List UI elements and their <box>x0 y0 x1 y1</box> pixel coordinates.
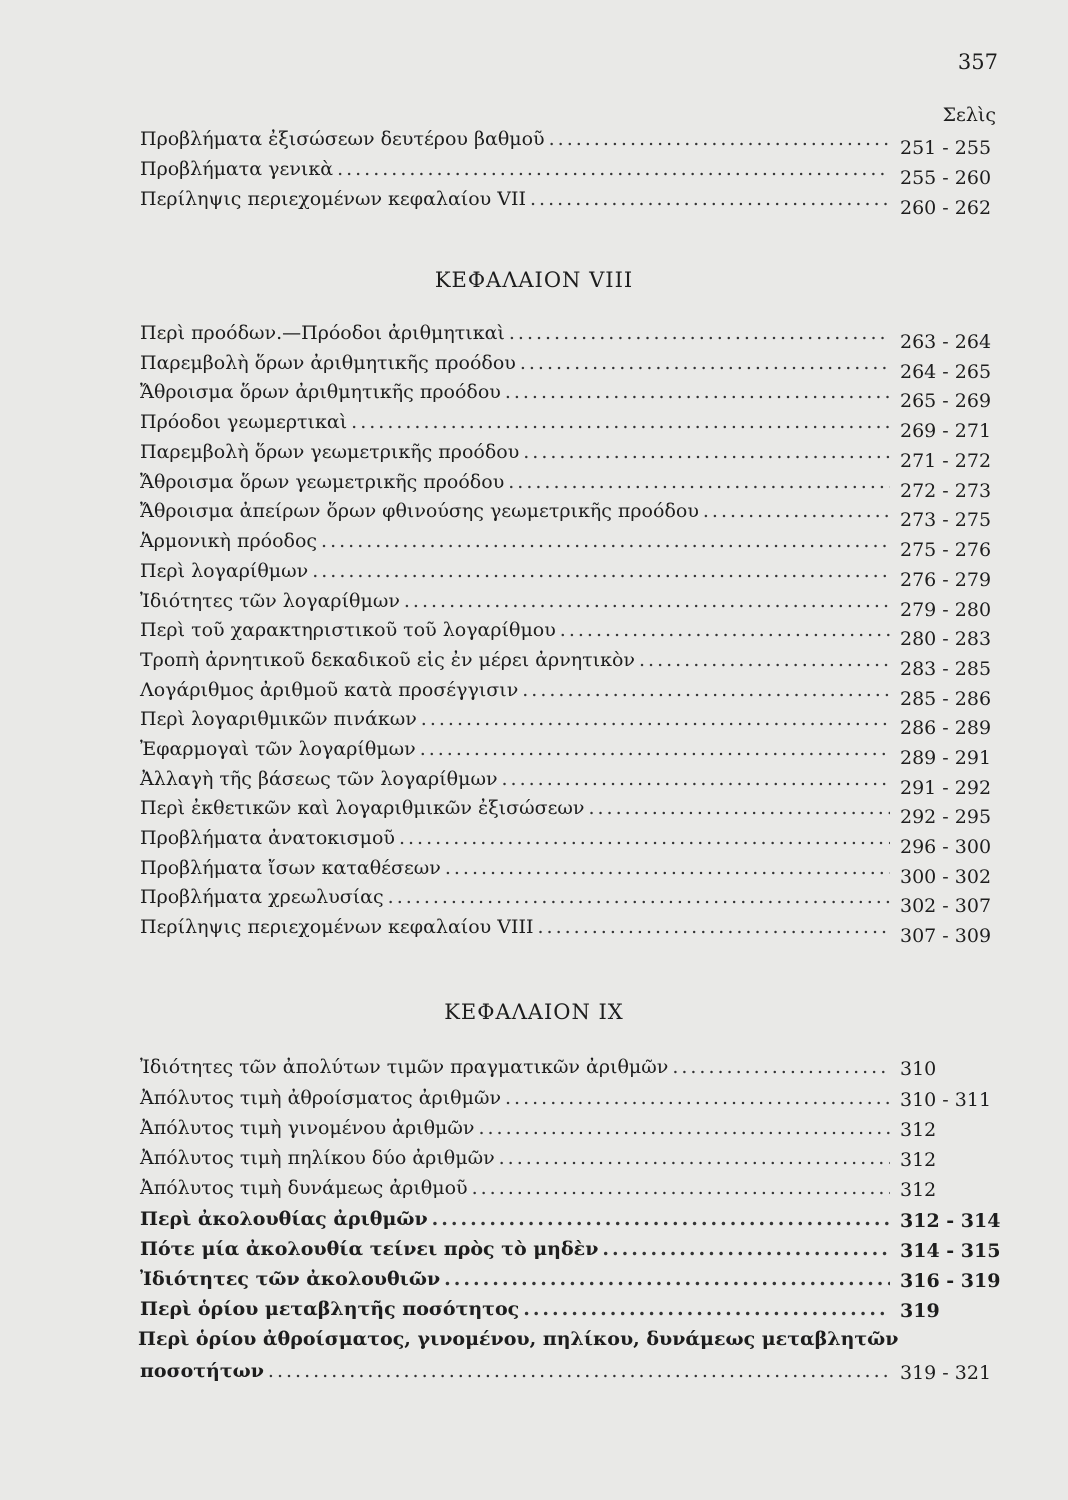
dot-leader <box>421 706 890 732</box>
toc-entry-pages: 314 - 315 <box>900 1240 1001 1262</box>
dot-leader <box>312 558 890 584</box>
toc-entry-title: Παρεμβολὴ ὅρων γεωμετρικῆς προόδου <box>140 441 520 463</box>
dot-leader <box>639 647 890 673</box>
toc-entry-pages: 279 - 280 <box>900 599 992 621</box>
toc-entry <box>140 498 1000 531</box>
toc-entry <box>140 855 1000 888</box>
dot-leader <box>530 186 890 212</box>
toc-entry-pages: 263 - 264 <box>900 331 992 353</box>
toc-entry-pages: 271 - 272 <box>900 450 992 472</box>
toc-entry-pages: 289 - 291 <box>900 747 992 769</box>
toc-entry-title: Ἀπόλυτος τιμὴ γινομένου ἀριθμῶν <box>140 1117 475 1139</box>
dot-leader <box>399 825 890 851</box>
toc-entry-title: Περὶ λογαρίθμων <box>140 560 309 582</box>
toc-entry-pages: 319 <box>900 1300 940 1322</box>
dot-leader <box>523 1296 890 1322</box>
toc-entry <box>140 379 1000 412</box>
dot-leader <box>520 350 890 376</box>
dot-leader <box>549 126 890 152</box>
toc-entry-title: Πρόοδοι γεωμερτικαὶ <box>140 411 348 433</box>
dot-leader <box>523 439 890 465</box>
toc-entry <box>140 528 1000 561</box>
page-number: 357 <box>957 50 998 74</box>
toc-entry-title: Ἄθροισμα ὅρων γεωμετρικῆς προόδου <box>140 471 505 493</box>
dot-leader <box>445 855 890 881</box>
toc-entry-pages: 312 <box>900 1149 937 1171</box>
dot-leader <box>388 884 890 910</box>
toc-entry-title: ποσοτήτων <box>140 1360 264 1382</box>
dot-leader <box>432 1206 890 1232</box>
toc-entry <box>140 647 1000 680</box>
dot-leader <box>672 1054 890 1080</box>
toc-entry-title: Ἐφαρμογαὶ τῶν λογαρίθμων <box>140 738 416 760</box>
toc-entry-pages: 265 - 269 <box>900 390 992 412</box>
toc-entry-title: Περὶ ἐκθετικῶν καὶ λογαριθμικῶν ἐξισώσεων <box>140 797 585 819</box>
toc-entry <box>140 1175 1000 1205</box>
toc-entry-pages: 283 - 285 <box>900 658 992 680</box>
toc-entry <box>140 706 1000 739</box>
toc-entry <box>140 884 1000 917</box>
dot-leader <box>508 469 890 495</box>
dot-leader <box>444 1266 890 1292</box>
dot-leader <box>588 795 890 821</box>
toc-entry <box>140 186 1000 219</box>
toc-entry <box>140 588 1000 621</box>
toc-entry <box>140 1115 1000 1145</box>
dot-leader <box>321 528 890 554</box>
toc-entry-pages: 264 - 265 <box>900 361 992 383</box>
toc-entry-title: Ἀπόλυτος τιμὴ δυνάμεως ἀριθμοῦ <box>140 1177 468 1199</box>
toc-entry-pages: 307 - 309 <box>900 925 992 947</box>
dot-leader <box>538 914 891 940</box>
toc-entry-pages: 275 - 276 <box>900 539 992 561</box>
toc-entry-pages: 285 - 286 <box>900 688 992 710</box>
toc-entry <box>140 736 1000 769</box>
toc-entry <box>140 617 1000 650</box>
toc-entry-title: Πότε μία ἀκολουθία τείνει πρὸς τὸ μηδὲν <box>140 1238 599 1260</box>
toc-entry <box>140 350 1000 383</box>
chapter-heading: ΚΕΦΑΛΑΙΟΝ ΙΧ <box>444 1000 624 1024</box>
toc-entry <box>140 439 1000 472</box>
dot-leader <box>268 1358 890 1384</box>
toc-entry <box>140 795 1000 828</box>
toc-entry-title-line1: Περὶ ὁρίου ἀθροίσματος, γινομένου, πηλίκου, δυνάμεως μεταβλητῶν <box>138 1328 899 1350</box>
toc-entry-pages: 291 - 292 <box>900 777 992 799</box>
chapter-heading: ΚΕΦΑΛΑΙΟΝ VIII <box>434 268 634 292</box>
dot-leader <box>602 1236 890 1262</box>
toc-entry <box>140 914 1000 947</box>
toc-entry-title: Περὶ τοῦ χαρακτηριστικοῦ τοῦ λογαρίθμου <box>140 619 556 641</box>
toc-entry-title: Περὶ προόδων.—Πρόοδοι ἀριθμητικαὶ <box>140 322 505 344</box>
toc-entry-pages: 255 - 260 <box>900 167 992 189</box>
toc-entry <box>140 1145 1000 1175</box>
toc-entry-title: Ἰδιότητες τῶν λογαρίθμων <box>140 590 400 612</box>
toc-entry-title: Προβλήματα ἐξισώσεων δευτέρου βαθμοῦ <box>140 128 545 150</box>
dot-leader <box>522 677 890 703</box>
toc-entry-pages: 276 - 279 <box>900 569 992 591</box>
dot-leader <box>478 1115 890 1141</box>
toc-entry-pages: 269 - 271 <box>900 420 992 442</box>
toc-entry-title: Λογάριθμος ἀριθμοῦ κατὰ προσέγγισιν <box>140 679 519 701</box>
toc-entry <box>140 1266 1000 1296</box>
toc-entry <box>140 409 1000 442</box>
toc-entry <box>140 1296 1000 1326</box>
toc-entry-pages: 273 - 275 <box>900 509 992 531</box>
toc-entry-title: Περὶ λογαριθμικῶν πινάκων <box>140 708 417 730</box>
toc-entry-title: Περίληψις περιεχομένων κεφαλαίου VIII <box>140 916 534 938</box>
toc-entry <box>140 677 1000 710</box>
toc-entry-title: Ἄθροισμα ὅρων ἀριθμητικῆς προόδου <box>140 381 501 403</box>
dot-leader <box>337 156 890 182</box>
toc-entry-title: Περὶ ὁρίου μεταβλητῆς ποσότητος <box>140 1298 520 1320</box>
toc-entry-pages: 316 - 319 <box>900 1270 1001 1292</box>
dot-leader <box>505 379 890 405</box>
toc-entry <box>140 126 1000 159</box>
toc-entry-title: Παρεμβολὴ ὅρων ἀριθμητικῆς προόδου <box>140 352 516 374</box>
toc-entry-pages: 319 - 321 <box>900 1362 992 1384</box>
dot-leader <box>420 736 890 762</box>
toc-entry <box>140 320 1000 353</box>
toc-entry-pages: 310 <box>900 1058 937 1080</box>
toc-entry-title: Ἀπόλυτος τιμὴ ἀθροίσματος ἀριθμῶν <box>140 1087 501 1109</box>
toc-entry-pages: 312 <box>900 1119 937 1141</box>
dot-leader <box>502 766 890 792</box>
dot-leader <box>509 320 890 346</box>
toc-entry-pages: 296 - 300 <box>900 836 992 858</box>
pages-column-header: Σελὶς <box>942 104 996 126</box>
dot-leader <box>560 617 890 643</box>
toc-entry <box>140 1358 1000 1388</box>
toc-entry-pages: 302 - 307 <box>900 895 992 917</box>
toc-entry-title: Περὶ ἀκολουθίας ἀριθμῶν <box>140 1208 428 1230</box>
toc-entry <box>140 156 1000 189</box>
toc-entry-pages: 260 - 262 <box>900 197 992 219</box>
toc-entry-pages: 310 - 311 <box>900 1089 992 1111</box>
toc-entry-title: Ἀλλαγὴ τῆς βάσεως τῶν λογαρίθμων <box>140 768 498 790</box>
toc-entry-title: Προβλήματα ἴσων καταθέσεων <box>140 857 441 879</box>
toc-entry-pages: 292 - 295 <box>900 806 992 828</box>
toc-entry-title: Προβλήματα χρεωλυσίας <box>140 886 384 908</box>
dot-leader <box>703 498 890 524</box>
toc-entry-pages: 272 - 273 <box>900 480 992 502</box>
toc-entry <box>140 1236 1000 1266</box>
toc-entry-pages: 312 - 314 <box>900 1210 1001 1232</box>
toc-entry <box>140 469 1000 502</box>
toc-entry-pages: 251 - 255 <box>900 137 992 159</box>
dot-leader <box>499 1145 890 1171</box>
toc-entry-title: Ἄθροισμα ἀπείρων ὅρων φθινούσης γεωμετρικῆς προόδου <box>140 500 699 522</box>
dot-leader <box>351 409 890 435</box>
toc-entry-title: Προβλήματα ἀνατοκισμοῦ <box>140 827 395 849</box>
dot-leader <box>472 1175 890 1201</box>
toc-entry-title: Ἰδιότητες τῶν ἀκολουθιῶν <box>140 1268 441 1290</box>
toc-entry <box>140 825 1000 858</box>
toc-entry-pages: 312 <box>900 1179 937 1201</box>
toc-entry-pages: 286 - 289 <box>900 717 992 739</box>
dot-leader <box>505 1085 890 1111</box>
toc-entry <box>140 1206 1000 1236</box>
toc-entry-title: Ἀπόλυτος τιμὴ πηλίκου δύο ἀριθμῶν <box>140 1147 495 1169</box>
toc-entry <box>140 1054 1000 1084</box>
toc-entry-pages: 300 - 302 <box>900 866 992 888</box>
toc-entry <box>140 1085 1000 1115</box>
toc-entry-title: Προβλήματα γενικὰ <box>140 158 334 180</box>
toc-entry-pages: 280 - 283 <box>900 628 992 650</box>
toc-entry <box>140 558 1000 591</box>
toc-entry-title: Τροπὴ ἀρνητικοῦ δεκαδικοῦ εἰς ἐν μέρει ἀρνητικὸν <box>140 649 635 671</box>
dot-leader <box>404 588 890 614</box>
toc-entry-title: Περίληψις περιεχομένων κεφαλαίου VII <box>140 188 526 210</box>
toc-entry-title: Ἁρμονικὴ πρόοδος <box>140 530 318 552</box>
toc-entry <box>140 766 1000 799</box>
toc-entry-title: Ἰδιότητες τῶν ἀπολύτων τιμῶν πραγματικῶν ἀριθμῶν <box>140 1056 669 1078</box>
